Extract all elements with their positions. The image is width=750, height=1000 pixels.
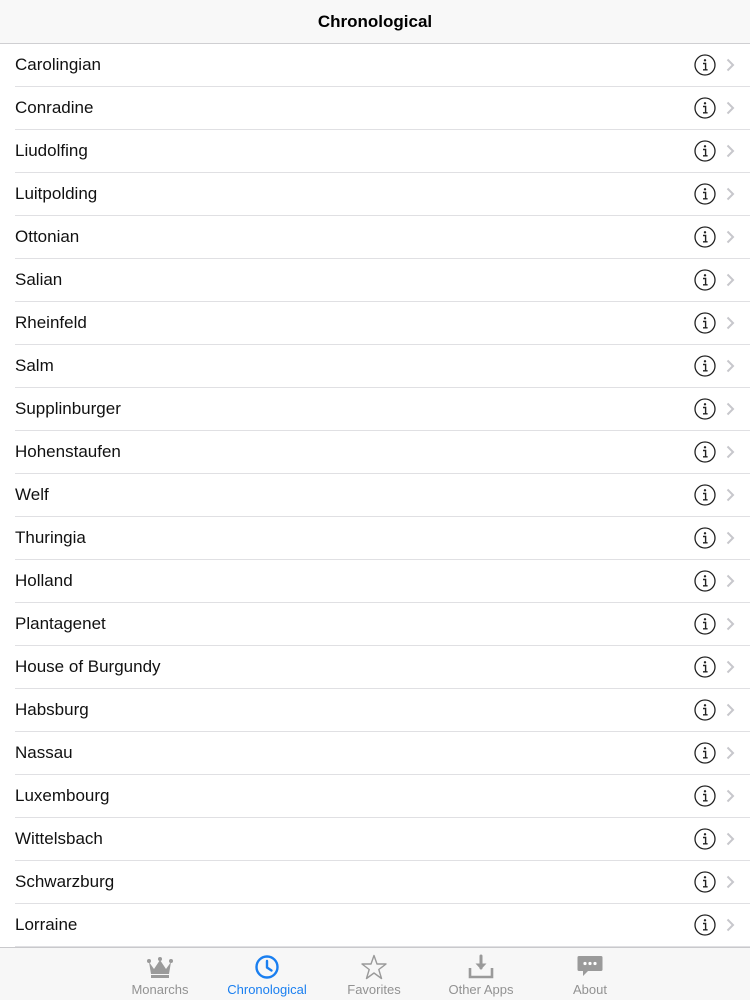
list-item[interactable] <box>0 130 750 173</box>
info-icon[interactable] <box>694 54 716 76</box>
tab-other-apps[interactable] <box>431 948 531 1000</box>
chevron-right-icon <box>726 101 735 115</box>
info-icon[interactable] <box>694 699 716 721</box>
navigation-bar <box>0 0 750 44</box>
list-item[interactable] <box>0 474 750 517</box>
info-icon[interactable] <box>694 97 716 119</box>
list-item-label: Holland <box>15 571 73 590</box>
chevron-right-icon <box>726 617 735 631</box>
list-item[interactable] <box>0 302 750 345</box>
tab-favorites[interactable] <box>324 948 424 1000</box>
info-icon[interactable] <box>694 183 716 205</box>
list-item[interactable] <box>0 388 750 431</box>
chevron-right-icon <box>726 445 735 459</box>
info-icon[interactable] <box>694 785 716 807</box>
list-item-label: Luitpolding <box>15 184 98 203</box>
list-item[interactable] <box>0 775 750 818</box>
list-item[interactable] <box>0 560 750 603</box>
list-item[interactable] <box>0 646 750 689</box>
list-item[interactable] <box>0 173 750 216</box>
tab-label: Monarchs <box>131 982 189 997</box>
info-icon[interactable] <box>694 570 716 592</box>
list-item[interactable] <box>0 732 750 775</box>
chevron-right-icon <box>726 402 735 416</box>
list-item[interactable] <box>0 431 750 474</box>
list-item[interactable] <box>0 259 750 302</box>
list-item[interactable] <box>0 87 750 130</box>
list-item[interactable] <box>0 689 750 732</box>
tab-label: Favorites <box>347 982 401 997</box>
list-item-label: Salm <box>15 356 54 375</box>
list-item-label: Thuringia <box>15 528 86 547</box>
info-icon[interactable] <box>694 742 716 764</box>
list-item-label: Salian <box>15 270 63 289</box>
clock-icon <box>253 954 281 980</box>
tab-bar <box>0 947 750 1000</box>
info-icon[interactable] <box>694 484 716 506</box>
info-icon[interactable] <box>694 828 716 850</box>
chevron-right-icon <box>726 488 735 502</box>
dynasty-list[interactable] <box>0 44 750 947</box>
list-item-label: Ottonian <box>15 227 80 246</box>
tab-label: Other Apps <box>448 982 514 997</box>
list-item[interactable] <box>0 345 750 388</box>
list-item-label: Rheinfeld <box>15 313 87 332</box>
list-item[interactable] <box>0 44 750 87</box>
info-icon[interactable] <box>694 312 716 334</box>
list-item[interactable] <box>0 904 750 947</box>
tab-monarchs[interactable] <box>110 948 210 1000</box>
info-icon[interactable] <box>694 269 716 291</box>
info-icon[interactable] <box>694 226 716 248</box>
page-title: Chronological <box>317 11 433 31</box>
list-item-label: Habsburg <box>15 700 89 719</box>
chevron-right-icon <box>726 746 735 760</box>
list-item-label: Nassau <box>15 743 73 762</box>
speech-bubble-icon <box>576 954 604 980</box>
list-item-label: House of Burgundy <box>15 657 161 676</box>
chevron-right-icon <box>726 918 735 932</box>
tab-label: Chronological <box>227 982 307 997</box>
list-item-label: Liudolfing <box>15 141 88 160</box>
info-icon[interactable] <box>694 355 716 377</box>
list-item-label: Hohenstaufen <box>15 442 121 461</box>
chevron-right-icon <box>726 703 735 717</box>
info-icon[interactable] <box>694 527 716 549</box>
list-item[interactable] <box>0 517 750 560</box>
chevron-right-icon <box>726 832 735 846</box>
info-icon[interactable] <box>694 656 716 678</box>
star-icon <box>360 954 388 980</box>
tab-label: About <box>573 982 607 997</box>
tab-about[interactable] <box>540 948 640 1000</box>
list-item-label: Wittelsbach <box>15 829 103 848</box>
list-item-label: Lorraine <box>15 915 78 934</box>
info-icon[interactable] <box>694 441 716 463</box>
list-item[interactable] <box>0 603 750 646</box>
list-item[interactable] <box>0 216 750 259</box>
chevron-right-icon <box>726 58 735 72</box>
chevron-right-icon <box>726 359 735 373</box>
list-item-label: Welf <box>15 485 49 504</box>
list-item[interactable] <box>0 818 750 861</box>
chevron-right-icon <box>726 875 735 889</box>
list-item-label: Luxembourg <box>15 786 110 805</box>
info-icon[interactable] <box>694 398 716 420</box>
list-item-label: Conradine <box>15 98 94 117</box>
chevron-right-icon <box>726 144 735 158</box>
list-item-label: Plantagenet <box>15 614 106 633</box>
chevron-right-icon <box>726 273 735 287</box>
info-icon[interactable] <box>694 871 716 893</box>
chevron-right-icon <box>726 789 735 803</box>
info-icon[interactable] <box>694 914 716 936</box>
chevron-right-icon <box>726 660 735 674</box>
list-item-label: Carolingian <box>15 55 101 74</box>
chevron-right-icon <box>726 574 735 588</box>
chevron-right-icon <box>726 531 735 545</box>
info-icon[interactable] <box>694 140 716 162</box>
list-item-label: Schwarzburg <box>15 872 115 891</box>
download-icon <box>467 954 495 980</box>
list-item[interactable] <box>0 861 750 904</box>
info-icon[interactable] <box>694 613 716 635</box>
list-item-label: Supplinburger <box>15 399 121 418</box>
chevron-right-icon <box>726 316 735 330</box>
crown-icon <box>146 954 174 980</box>
chevron-right-icon <box>726 187 735 201</box>
chevron-right-icon <box>726 230 735 244</box>
tab-chronological[interactable] <box>217 948 317 1000</box>
